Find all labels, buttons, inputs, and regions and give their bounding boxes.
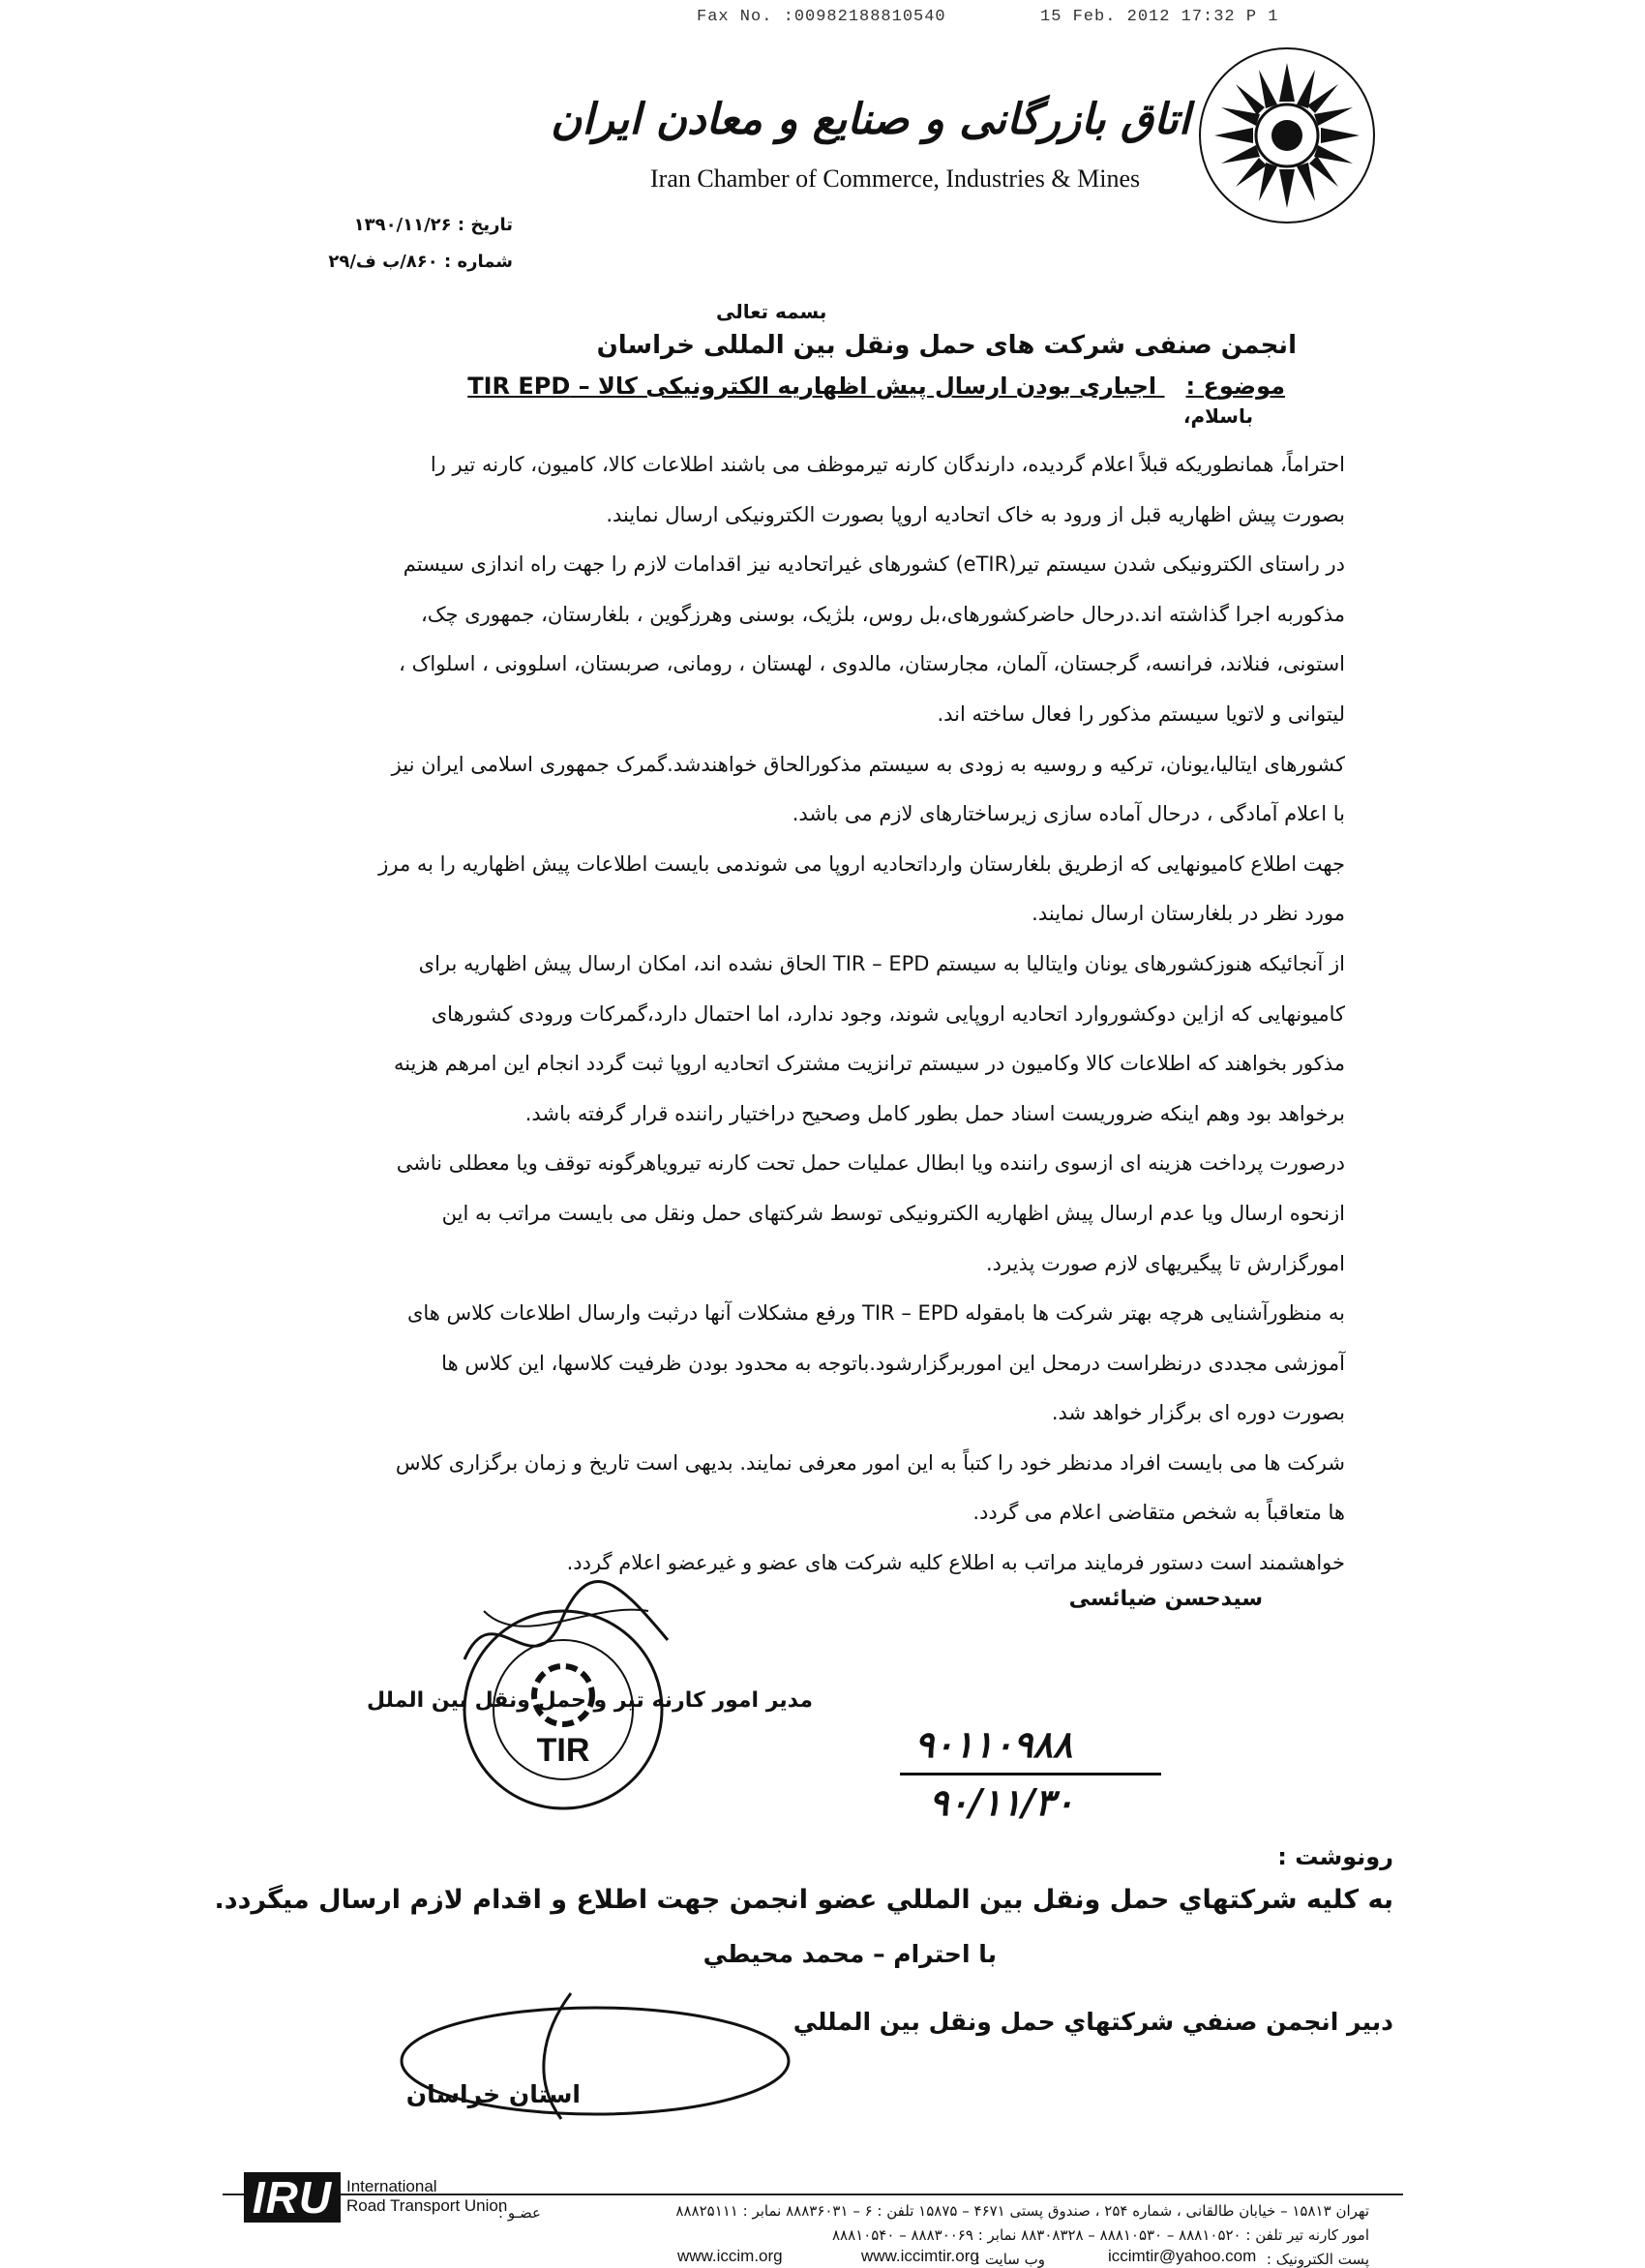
iru-line-1: International <box>346 2177 437 2195</box>
letter-body <box>377 440 1345 1589</box>
signer-name: سیدحسن ضیائسی <box>1068 1587 1263 1611</box>
footer-website-tir: www.iccimtir.org <box>861 2247 979 2265</box>
addressee-organization: انجمن صنفی شرکت های حمل ونقل بین المللی خراسان <box>596 331 1297 360</box>
reference-divider <box>900 1773 1161 1776</box>
subject-label: موضوع : <box>1185 373 1285 400</box>
subject-text: اجباری بودن ارسال پیش اظهاریه الکترونیکی کالا – TIR EPD <box>467 373 1157 400</box>
body-paragraph: احتراماً، همانطوریکه قبلاً اعلام گردیده، دارندگان کارنه تیرموظف می باشند اطلاعات کالا، کامیون، کارنه تیر را بصورت پیش اظهاریه قبل از ورود به خاک اتحادیه اروپا بصورت الکترونیکی ارسال نمایند. <box>430 453 1345 526</box>
cc-regards: با احترام – محمد محیطي <box>703 1940 997 1968</box>
footer-website: www.iccim.org <box>677 2247 783 2265</box>
signer-title: مدیر امور کارنه تیر و حمل ونقل بین الملل <box>367 1688 813 1713</box>
footer-website-label: وب سایت : <box>975 2251 1045 2268</box>
body-paragraph: از آنجائیکه هنوزکشورهای یونان وایتالیا به سیستم TIR – EPD الحاق نشده اند، امکان ارسال پیش اظهاریه برای کامیونهایی که ازاین دوکشوروارد اتحادیه اروپایی شوند، وجود ندارد، اما احتمال دارد،گمرکات ورودی کشورهای مذکور بخواهند که اطلاعات کالا وکامیون در سیستم ترانزیت مشترک اتحادیه اروپا ثبت گردد انجام این امرهم هزینه برخواهد بود وهم اینکه ضروریست اسناد حمل بطور کامل وصحیح دراختیار راننده قرار گرفته باشد. <box>393 951 1345 1125</box>
secretary-signature-loop <box>387 1974 803 2129</box>
footer-email-label: پست الکترونیک : <box>1266 2251 1369 2268</box>
body-paragraph: جهت اطلاع کامیونهایی که ازطریق بلغارستان وارداتحادیه اروپا می شوندمی بایست اطلاعات پیش اظهاریه را به مرز مورد نظر در بلغارستان ارسال نمایند. <box>378 851 1345 926</box>
subject-line <box>467 373 1285 400</box>
cc-secretary-title: دبیر انجمن صنفي شرکتهاي حمل ونقل بین المللي <box>793 2008 1393 2036</box>
footer-member-label: عضـو : <box>498 2204 541 2222</box>
cc-province: استان خراسان <box>405 2080 581 2108</box>
body-paragraph: درصورت پرداخت هزینه ای ازسوی راننده ویا ابطال عملیات حمل تحت کارنه تیرویاهرگونه توقف ویا معطلی ناشی ازنحوه ارسال ویا عدم ارسال پیش اظهاریه الکترونیکی توسط شرکتهای حمل ونقل می بایست مراتب به این امورگزارش تا پیگیریهای لازم صورت پذیرد. <box>396 1151 1345 1275</box>
footer-tehran-address: تهران ۱۵۸۱۳ – خیابان طالقانی ، شماره ۲۵۴ ، صندوق پستی ۴۶۷۱ – ۱۵۸۷۵ تلفن : ۶ – ۸۸۸۳۶۰۳۱ نمابر : ۸۸۸۲۵۱۱۱ <box>675 2202 1369 2220</box>
letter-number: شماره : ۸۶۰/ب ف/۲۹ <box>328 252 513 272</box>
body-paragraph: خواهشمند است دستور فرمایند مراتب به اطلاع کلیه شرکت های عضو و غیرعضو اعلام گردد. <box>566 1551 1345 1575</box>
body-paragraph: شرکت ها می بایست افراد مدنظر خود را کتباً به این امور معرفی نمایند. بدیهی است تاریخ و زمان برگزاری کلاس ها متعاقباً به شخص متقاضی اعلام می گردد. <box>395 1450 1345 1525</box>
letter-date: تاریخ : ۱۳۹۰/۱۱/۲۶ <box>353 215 513 235</box>
footer-email: iccimtir@yahoo.com <box>1108 2247 1257 2265</box>
fax-number: Fax No. :00982188810540 <box>697 8 946 26</box>
handwritten-reference-number: ۹۰۱۱۰۹۸۸ <box>914 1722 1073 1766</box>
greeting: باسلام، <box>1182 404 1253 428</box>
basmala: بسمه تعالی <box>716 300 827 323</box>
body-paragraph: به منظورآشنایی هرچه بهتر شرکت ها بامقوله TIR – EPD ورفع مشکلات آنها درثبت وارسال اطلاعات کلاس های آموزشی مجددی درنظراست درمحل این اموربرگزارشود.باتوجه به محدود بودن ظرفیت کلاسها، این کلاس ها بصورت دوره ای برگزار خواهد شد. <box>406 1301 1345 1425</box>
chamber-emblem <box>1195 44 1379 227</box>
signature-scribble <box>455 1572 677 1688</box>
body-paragraph: در راستای الکترونیکی شدن سیستم تیر(eTIR) کشورهای غیراتحادیه نیز اقدامات لازم را جهت راه اندازی سیستم مذکوربه اجرا گذاشته اند.درحال حاضرکشورهای،بل روس، بلژیک، بوسنی وهرزگوین ، بلغارستان، جمهوری چک، استونی، فنلاند، فرانسه، گرجستان، آلمان، مجارستان، مالدوی ، لهستان ، رومانی، صربستان، اسلوونی ، اسلواک ، لیتوانی و لاتویا سیستم مذکور را فعال ساخته اند. <box>399 552 1345 726</box>
cc-label: رونوشت : <box>1277 1843 1393 1870</box>
stamp-text: TIR <box>536 1732 590 1769</box>
iru-line-2: Road Transport Union <box>346 2196 508 2215</box>
iru-name <box>346 2177 507 2216</box>
handwritten-reference-date: ۹۰/۱۱/۳۰ <box>929 1780 1075 1824</box>
fax-date: 15 Feb. 2012 17:32 P 1 <box>1040 8 1279 26</box>
cc-text: به کلیه شرکتهاي حمل ونقل بین المللي عضو انجمن جهت اطلاع و اقدام لازم ارسال میگردد. <box>214 1885 1393 1915</box>
letterhead-english-name: Iran Chamber of Commerce, Industries & Mines <box>650 164 1141 193</box>
body-paragraph: کشورهای ایتالیا،یونان، ترکیه و روسیه به زودی به سیستم مذکورالحاق خواهندشد.گمرک جمهوری اسلامی ایران نیز با اعلام آمادگی ، درحال آماده سازی زیرساختارهای لازم می باشد. <box>391 752 1345 826</box>
footer-carnet-office: امور کارنه تیر تلفن : ۸۸۸۱۰۵۲۰ – ۸۸۸۱۰۵۳۰ – ۸۸۳۰۸۳۲۸ نمابر : ۸۸۸۳۰۰۶۹ – ۸۸۸۱۰۵۴۰ <box>831 2226 1369 2244</box>
letterhead-persian-name: اتاق بازرگانی و صنایع و معادن ایران <box>551 95 1190 144</box>
iru-logo: IRU <box>244 2172 341 2223</box>
